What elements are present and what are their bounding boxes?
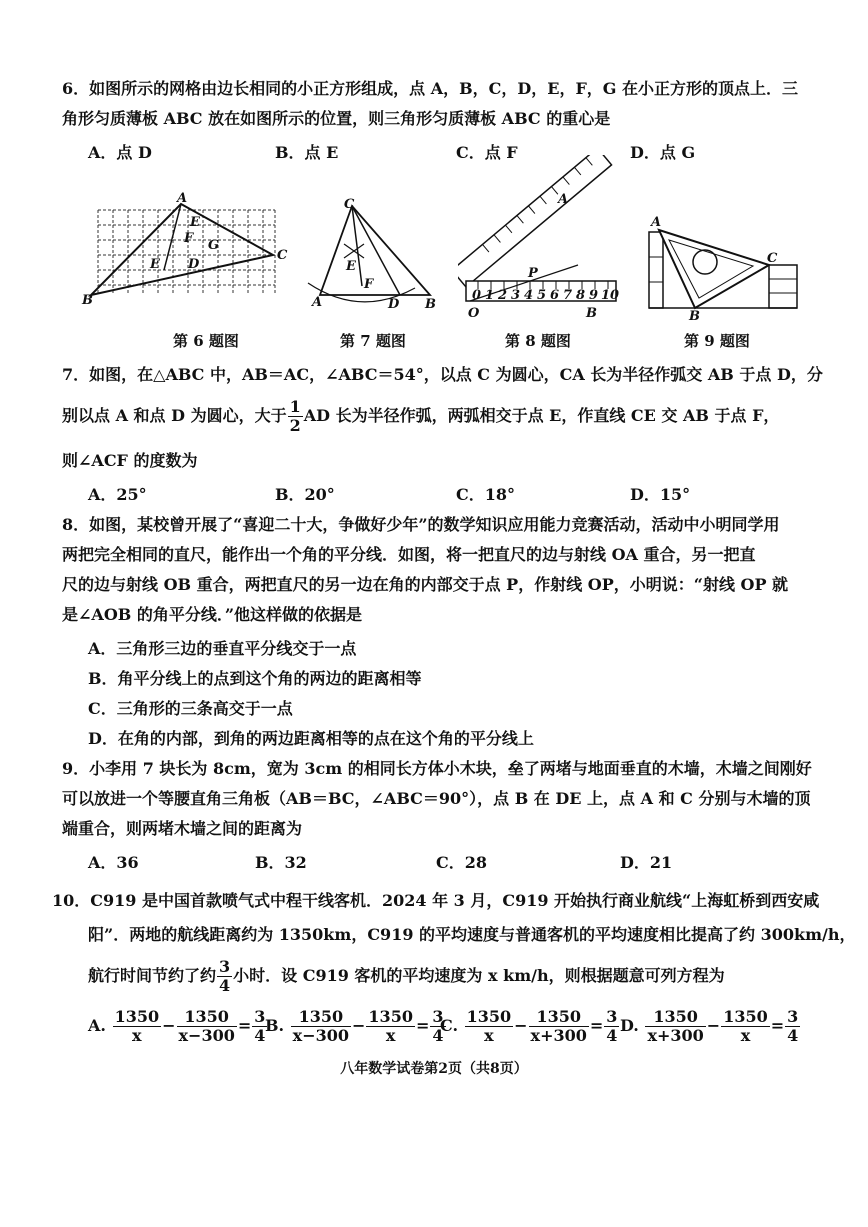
q10-b-n1: 1350 [291, 1008, 351, 1027]
q10-c-frac3 [604, 1008, 619, 1045]
f8-tick-2: 2 [498, 288, 508, 303]
f8-tick-1: 1 [485, 288, 495, 303]
q10-b-minus: − [352, 1016, 366, 1035]
q10-c-n3: 3 [606, 1007, 618, 1026]
f9-label-b: B [689, 309, 700, 320]
q10-d-minus: − [706, 1016, 721, 1035]
caption-fig6: 第 6 题图 [173, 332, 239, 350]
q7-fraction [288, 398, 303, 435]
f6-label-c: C [277, 248, 288, 263]
q10-b-d2: x [385, 1026, 396, 1045]
figure-6 [80, 188, 295, 308]
q9-line2: 可以放进一个等腰直角三角板（AB＝BC，∠ABC＝90°），点 B 在 DE 上，点 A 和 C 分别与木墙的顶 [62, 789, 811, 808]
q9-line3: 端重合，则两堵木墙之间的距离为 [62, 819, 303, 838]
f9-label-c: C [767, 251, 778, 266]
q10-d-frac2 [721, 1008, 770, 1045]
q10-c-frac1 [465, 1008, 514, 1045]
figure-9 [645, 210, 805, 320]
q9-option-b[interactable]: B．32 [255, 853, 307, 872]
q10-b-d1: x−300 [292, 1026, 350, 1045]
q10-d-d3: 4 [787, 1026, 799, 1045]
caption-fig9: 第 9 题图 [684, 332, 750, 350]
q9-option-c[interactable]: C．28 [436, 853, 488, 872]
q10-d-label: D. [620, 1016, 639, 1035]
q10-d-frac1 [645, 1008, 705, 1045]
q10-option-a[interactable] [88, 1008, 268, 1045]
q10-a-label: A. [88, 1016, 106, 1035]
q9-option-a[interactable]: A．36 [88, 853, 139, 872]
q10-option-b[interactable] [265, 1008, 447, 1045]
q10-d-n2: 1350 [723, 1007, 768, 1026]
q8-option-c[interactable]: C．三角形的三条高交于一点 [88, 699, 293, 718]
q7-option-a[interactable]: A．25° [88, 485, 147, 504]
q10-c-d1: x [484, 1026, 494, 1045]
q10-option-c[interactable] [440, 1008, 620, 1045]
q10-a-eq: = [237, 1016, 252, 1035]
q10-d-n3: 3 [787, 1007, 799, 1026]
q7-line3: 则∠ACF 的度数为 [62, 451, 198, 470]
q10-frac-num: 3 [219, 957, 231, 976]
q8-option-b[interactable]: B．角平分线上的点到这个角的两边的距离相等 [88, 669, 422, 688]
q8-option-a[interactable]: A．三角形三边的垂直平分线交于一点 [88, 639, 357, 658]
f8-tick-6: 6 [550, 288, 560, 303]
q7-line2-a: 别以点 A 和点 D 为圆心，大于 [62, 406, 287, 425]
caption-fig7: 第 7 题图 [340, 332, 406, 350]
f6-label-f: F [184, 231, 194, 246]
q7-option-d[interactable]: D．15° [630, 485, 691, 504]
q10-c-d3: 4 [606, 1026, 618, 1045]
f7-label-f: F [364, 277, 374, 292]
f6-label-d: D [188, 257, 200, 272]
q10-a-frac2 [177, 1008, 237, 1045]
q10-b-d3: 4 [432, 1026, 444, 1045]
f8-tick-7: 7 [563, 288, 573, 303]
q6-option-a[interactable]: A．点 D [88, 143, 152, 162]
q9-line1: 9．小李用 7 块长为 8cm，宽为 3cm 的相同长方体小木块，垒了两堵与地面垂直的木墙，木墙之间刚好 [62, 759, 812, 778]
f7-label-d: D [388, 297, 400, 312]
f8-label-o: O [468, 306, 480, 320]
q8-line4: 是∠AOB 的角平分线．”他这样做的依据是 [62, 605, 363, 624]
f8-tick-10: 10 [601, 288, 620, 303]
page-footer: 八年数学试卷第2页（共8页） [340, 1061, 528, 1077]
q10-a-n1: 1350 [114, 1007, 160, 1026]
q7-line2 [62, 398, 779, 435]
caption-fig8: 第 8 题图 [505, 332, 571, 350]
f9-label-a: A [651, 215, 662, 230]
q9-option-d[interactable]: D．21 [620, 853, 673, 872]
q10-d-d1: x+300 [647, 1026, 704, 1045]
q7-frac-num: 1 [289, 397, 301, 416]
q10-b-n3: 3 [432, 1007, 444, 1026]
q10-line3 [88, 958, 725, 995]
q10-c-minus: − [514, 1016, 528, 1035]
q10-a-d2: x−300 [178, 1026, 235, 1045]
q8-line1: 8．如图，某校曾开展了“喜迎二十大，争做好少年”的数学知识应用能力竞赛活动，活动中小明同学用 [62, 515, 780, 534]
f8-label-a: A [558, 192, 569, 207]
q6-option-d[interactable]: D．点 G [630, 143, 696, 162]
f8-tick-0: 0 [472, 288, 482, 303]
q10-c-n1: 1350 [466, 1007, 512, 1026]
q8-line3: 尺的边与射线 OB 重合，两把直尺的另一边在角的内部交于点 P，作射线 OP，小明说：“射线 OP 就 [62, 575, 789, 594]
q10-d-frac3 [785, 1008, 800, 1045]
f8-tick-8: 8 [576, 288, 586, 303]
f6-label-b: B [82, 293, 93, 308]
q10-b-frac2 [366, 1008, 415, 1045]
f8-tick-4: 4 [524, 288, 534, 303]
f6-label-g: G [208, 238, 220, 253]
f7-label-e: E [346, 259, 356, 274]
q10-option-d[interactable] [620, 1008, 801, 1045]
q10-a-minus: − [162, 1016, 176, 1035]
q10-b-frac1 [291, 1008, 351, 1045]
q10-line2: 阳”．两地的航线距离约为 1350km，C919 的平均速度与普通客机的平均速度相比提高了约 300km/h， [88, 925, 856, 944]
q10-line1: 10．C919 是中国首款喷气式中程干线客机．2024 年 3 月，C919 开始执行商业航线“上海虹桥到西安咸 [52, 891, 820, 910]
q10-b-eq: = [415, 1016, 430, 1035]
f6-label-a: A [177, 191, 188, 206]
q7-option-b[interactable]: B．20° [275, 485, 335, 504]
q8-line2: 两把完全相同的直尺，能作出一个角的平分线．如图，将一把直尺的边与射线 OA 重合，另一把直 [62, 545, 756, 564]
q6-line1: 6．如图所示的网格由边长相同的小正方形组成，点 A，B，C，D，E，F，G 在小正方形的顶点上．三 [62, 79, 799, 98]
q6-line2: 角形匀质薄板 ABC 放在如图所示的位置，则三角形匀质薄板 ABC 的重心是 [62, 109, 611, 128]
q10-a-frac1 [113, 1008, 162, 1045]
f7-label-a: A [312, 295, 323, 310]
q10-fraction [217, 958, 232, 995]
f6-label-e: E [190, 215, 200, 230]
f8-label-p: P [528, 266, 538, 281]
q10-line3-a: 航行时间节约了约 [88, 966, 217, 985]
q10-c-frac2 [529, 1008, 589, 1045]
q7-line1: 7．如图，在△ABC 中，AB＝AC，∠ABC＝54°，以点 C 为圆心，CA 长为半径作弧交 AB 于点 D，分 [62, 365, 823, 384]
q10-a-n3: 3 [254, 1007, 266, 1026]
q10-d-eq: = [770, 1016, 785, 1035]
q10-d-d2: x [740, 1026, 751, 1045]
q10-a-d3: 4 [254, 1026, 266, 1045]
q10-c-d2: x+300 [530, 1026, 587, 1045]
f8-label-b: B [586, 306, 597, 320]
q7-frac-den: 2 [289, 416, 301, 435]
f8-tick-5: 5 [537, 288, 547, 303]
f7-label-c: C [344, 197, 355, 212]
q7-option-c[interactable]: C．18° [456, 485, 516, 504]
q8-option-d[interactable]: D．在角的内部，到角的两边距离相等的点在这个角的平分线上 [88, 729, 534, 748]
q10-c-eq: = [589, 1016, 604, 1035]
q7-line2-b: AD 长为半径作弧，两弧相交于点 E，作直线 CE 交 AB 于点 F， [303, 406, 780, 425]
figure-8 [458, 155, 628, 320]
q10-b-n2: 1350 [368, 1007, 413, 1026]
q10-frac-den: 4 [219, 976, 231, 995]
f8-tick-9: 9 [589, 288, 599, 303]
q10-c-label: C. [440, 1016, 459, 1035]
figure-7 [300, 188, 445, 313]
q10-a-d1: x [132, 1026, 142, 1045]
q10-line3-b: 小时．设 C919 客机的平均速度为 x km/h，则根据题意可列方程为 [233, 966, 725, 985]
f6-label-e2: E [150, 257, 160, 272]
q6-option-c[interactable]: C．点 F [456, 143, 518, 162]
q10-c-n2: 1350 [529, 1008, 589, 1027]
q6-option-b[interactable]: B．点 E [275, 143, 339, 162]
q10-d-n1: 1350 [645, 1008, 705, 1027]
q10-a-n2: 1350 [177, 1008, 237, 1027]
f8-tick-3: 3 [511, 288, 521, 303]
f7-label-b: B [425, 297, 436, 312]
q10-b-label: B. [265, 1016, 285, 1035]
